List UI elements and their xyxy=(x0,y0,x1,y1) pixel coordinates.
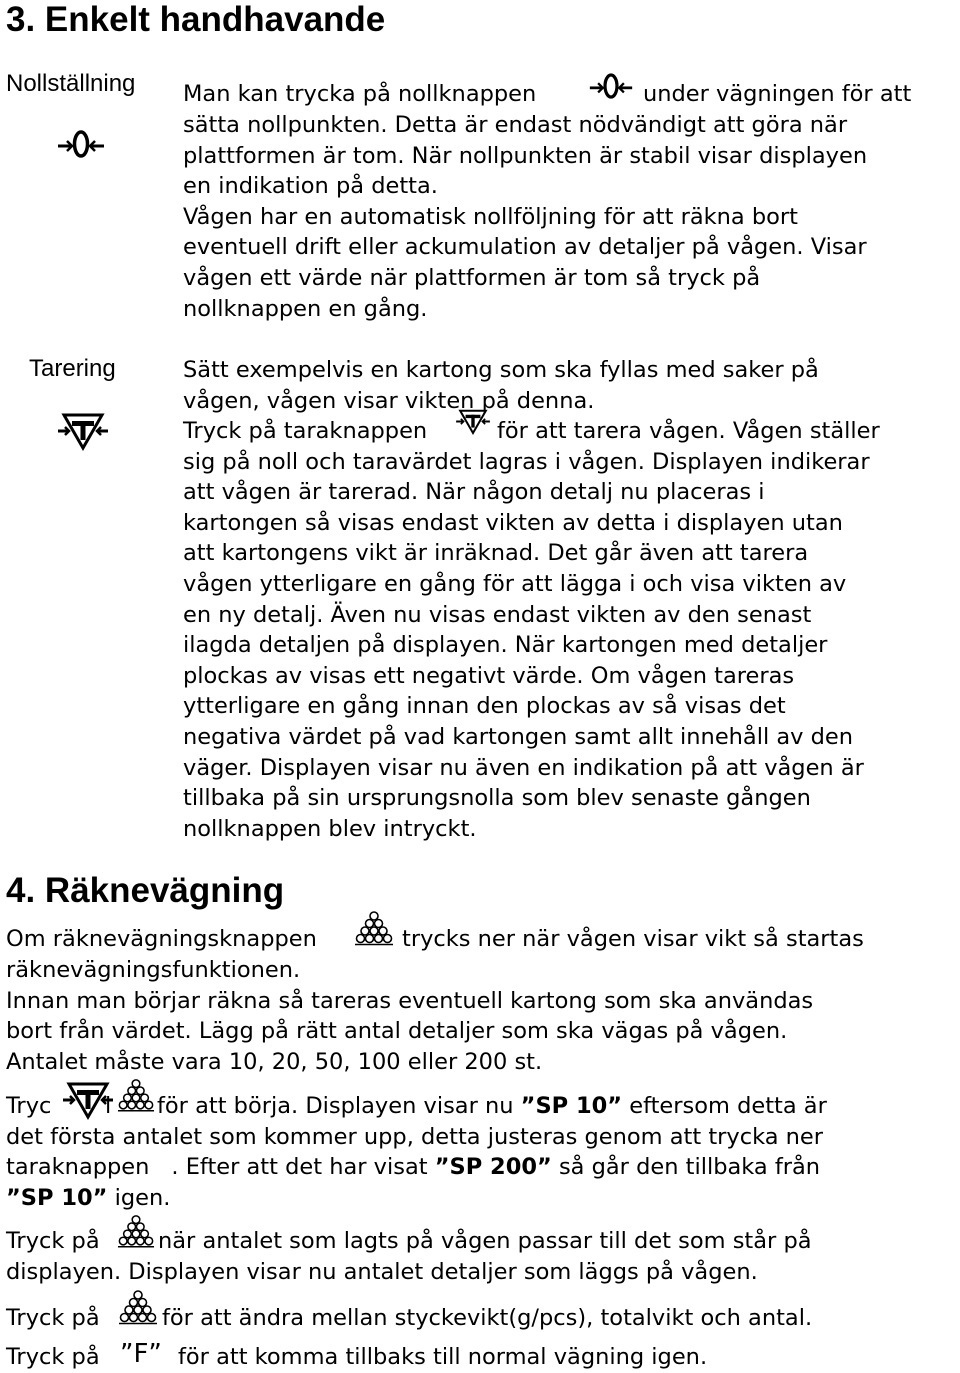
count-p2-line-3: Antalet måste vara 10, 20, 50, 100 eller 200 st. xyxy=(6,1049,543,1075)
tare-key-icon-inline xyxy=(456,408,490,435)
tare-line-4: sig på noll och taravärdet lagras i vågen. Displayen indikerar xyxy=(183,449,870,475)
tare-line-7: att kartongens vikt är inräknad. Det går även att tarera xyxy=(183,540,809,566)
sp10-value: ”SP 10” xyxy=(520,1093,623,1119)
count-p3-line-4: ”SP 10” igen. xyxy=(6,1185,171,1211)
count-p1-line-1a: Om räknevägningsknappen xyxy=(6,926,317,952)
count-p6-line-a: Tryck på xyxy=(6,1344,100,1370)
zero-line-5: Vågen har en automatisk nollföljning för att räkna bort xyxy=(183,204,798,230)
tare-line-1: Sätt exempelvis en kartong som ska fyllas med saker på xyxy=(183,357,819,383)
tare-line-14: väger. Displayen visar nu även en indikation på att vågen är xyxy=(183,755,864,781)
zero-line-8: nollknappen en gång. xyxy=(183,296,428,322)
zero-key-icon xyxy=(56,129,106,159)
zero-line-3: plattformen är tom. När nollpunkten är stabil visar displayen xyxy=(183,143,868,169)
tare-line-3a: Tryck på taraknappen xyxy=(183,418,428,444)
count-p5-line-a: Tryck på xyxy=(6,1305,100,1331)
tare-line-15: tillbaka på sin ursprungsnolla som blev senaste gången xyxy=(183,785,811,811)
zero-key-icon-inline xyxy=(588,72,634,100)
count-p4-line-1b: när antalet som lagts på vågen passar till det som står på xyxy=(158,1228,812,1254)
count-p3-line-1b: i xyxy=(105,1093,112,1119)
count-p3-line-3: taraknappen . Efter att det har visat ”SP 200” så går den tillbaka från xyxy=(6,1154,821,1180)
sp200-value: ”SP 200” xyxy=(434,1154,552,1180)
zero-line-1a: Man kan trycka på nollknappen xyxy=(183,81,537,107)
tare-line-3b: för att tarera vågen. Vågen ställer xyxy=(497,418,880,444)
count-p4-line-1a: Tryck på xyxy=(6,1228,100,1254)
f-key-label: ”F” xyxy=(120,1339,162,1369)
count-p2-line-1: Innan man börjar räkna så tareras eventuell kartong som ska användas xyxy=(6,988,814,1014)
tare-line-9: en ny detalj. Även nu visas endast vikten av den senast xyxy=(183,602,812,628)
count-key-icon-p4 xyxy=(117,1214,155,1250)
count-p6-line-b: för att komma tillbaks till normal vägning igen. xyxy=(178,1344,708,1370)
tare-key-icon xyxy=(58,411,108,451)
section-title-4: 4. Räknevägning xyxy=(6,871,285,910)
section-title-3: 3. Enkelt handhavande xyxy=(6,0,386,39)
count-p2-line-2: bort från värdet. Lägg på rätt antal detaljer som ska vägas på vågen. xyxy=(6,1018,788,1044)
zero-line-4: en indikation på detta. xyxy=(183,173,438,199)
zero-line-2: sätta nollpunkten. Detta är endast nödvändigt att göra när xyxy=(183,112,848,138)
zero-line-7: vågen ett värde när plattformen är tom så tryck på xyxy=(183,265,761,291)
tare-line-13: negativa värdet på vad kartongen samt allt innehåll av den xyxy=(183,724,854,750)
count-key-icon xyxy=(354,911,394,947)
zero-line-6: eventuell drift eller ackumulation av detaljer på vågen. Visar xyxy=(183,234,867,260)
tare-line-5: att vågen är tarerad. När någon detalj nu placeras i xyxy=(183,479,765,505)
tare-line-6: kartongen så visas endast vikten av detta i displayen utan xyxy=(183,510,843,536)
zero-line-1b: under vägningen för att xyxy=(643,81,912,107)
tare-line-16: nollknappen blev intryckt. xyxy=(183,816,477,842)
tare-line-10: ilagda detaljen på displayen. När kartongen med detaljer xyxy=(183,632,828,658)
count-p1-line-1b: trycks ner när vågen visar vikt så startas xyxy=(402,926,864,952)
label-tarering: Tarering xyxy=(29,355,116,382)
count-p3-line-1c: för att börja. Displayen visar nu ”SP 10” eftersom detta är xyxy=(157,1093,827,1119)
count-key-icon-p3 xyxy=(117,1078,155,1114)
count-p1-line-2: räknevägningsfunktionen. xyxy=(6,957,301,983)
count-key-icon-p5 xyxy=(118,1289,158,1327)
count-p5-line-b: för att ändra mellan styckevikt(g/pcs), totalvikt och antal. xyxy=(162,1305,813,1331)
sp10-value-2: ”SP 10” xyxy=(6,1185,108,1211)
label-nollstallning: Nollställning xyxy=(6,70,136,97)
tare-line-8: vågen ytterligare en gång för att lägga i och visa vikten av xyxy=(183,571,847,597)
count-p3-line-2: det första antalet som kommer upp, detta justeras genom att trycka ner xyxy=(6,1124,824,1150)
count-p4-line-2: displayen. Displayen visar nu antalet detaljer som läggs på vågen. xyxy=(6,1259,758,1285)
tare-line-2: vågen, vågen visar vikten på denna. xyxy=(183,388,595,414)
tare-line-12: ytterligare en gång innan den plockas av så visas det xyxy=(183,693,786,719)
tare-line-11: plockas av visas ett negativt värde. Om vågen tareras xyxy=(183,663,795,689)
count-p3-line-1a: Tryc xyxy=(6,1093,52,1119)
